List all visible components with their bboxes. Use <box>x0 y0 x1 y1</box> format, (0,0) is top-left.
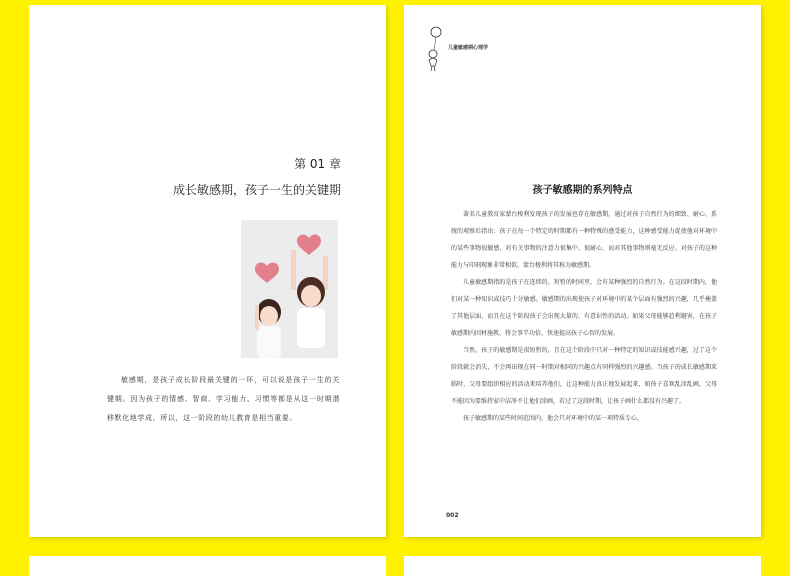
next-page-right-edge <box>404 556 761 576</box>
chapter-number: 第 01 章 <box>294 157 341 171</box>
chapter-title: 成长敏感期，孩子一生的关键期 <box>172 183 341 197</box>
body-paragraph: 儿童敏感期指的是孩子在连续的、短暂的时间里，会有某种强烈的自然行为。在这段时期内，他们对某一种知识或技巧十分敏感。敏感期的出现使孩子对环境中的某个层面有强烈的兴趣，几乎掩盖了其他层面，而且在这个阶段孩子会出现大量的、有意识性的活动。如果父母能够趋利避害，在孩子敏感期内因材施教，将会事半功倍，快速提高孩子心智的发展。 <box>451 279 717 337</box>
body-paragraph: 孩子敏感期的某些时间范围内，他会只对环境中的某一项特质专心， <box>463 415 644 422</box>
page-number: 002 <box>446 512 459 519</box>
chapter-intro <box>107 371 340 428</box>
running-head: 儿童敏感期心理学 <box>448 45 489 51</box>
child-holding-balloon-icon <box>425 26 445 72</box>
right-page <box>404 5 761 537</box>
children-photo <box>241 220 338 358</box>
intro-paragraph: 敏感期，是孩子成长阶段最关键的一环，可以说是孩子一生的关键期。因为孩子的情感、智商、学习能力、习惯等都是从这一时期潜移默化地学成，所以，这一阶段的幼儿教育是相当重要。 <box>107 376 340 422</box>
body-paragraph: 著名儿童教育家蒙台梭利发现孩子的发展也存在敏感期，通过对孩子自然行为的细致、耐心、系统的观察后指出：孩子在每一个特定的时期都有一种特殊的感受能力，这种感受能力促使他对环境中的某些事物很敏感，对有关事物的注意力很集中、很耐心，而对其他事物则毫无反应。对孩子的这种能力与印刻现象非常相似，蒙台梭利将其称为敏感期。 <box>451 211 717 269</box>
left-page <box>29 5 386 537</box>
body-paragraph: 当然，孩子的敏感期是很短暂的，且在这个阶段中只对一种特定的知识或技能感兴趣，过了这个阶段就会消失，不会再出现在同一时期对相同的兴趣点有同样强烈的兴趣感。当孩子的成长敏感期来临时，父母要组织相应的活动来培养他们，让这种能力真正地发展起来，如孩子喜欢乱涂乱画，父母不能因为要维持家中洁净不让他们涂画，若过了这段时期，让孩子画什么都没有兴趣了。 <box>451 347 717 405</box>
section-title: 孩子敏感期的系列特点 <box>532 185 633 196</box>
body-text <box>451 206 717 427</box>
next-page-left-edge <box>29 556 386 576</box>
